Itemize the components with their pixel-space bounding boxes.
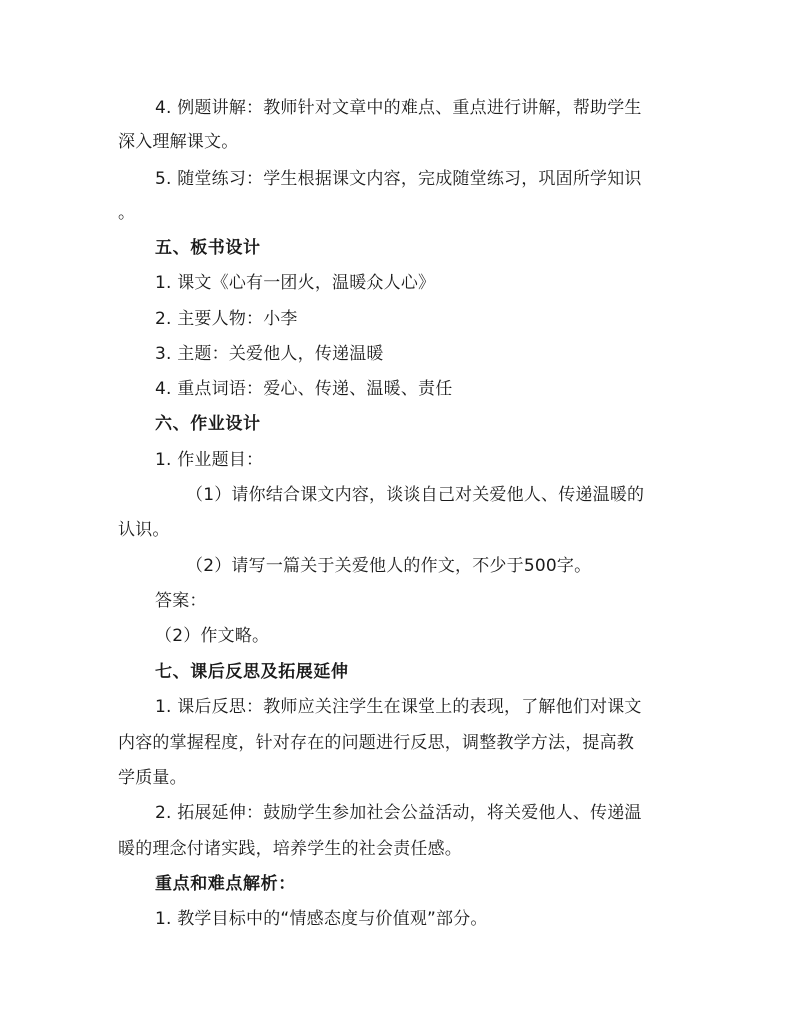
- item-4-line-2: 深入理解课文。: [118, 132, 239, 152]
- analysis-item-1: 1. 教学目标中的“情感态度与价值观”部分。: [155, 909, 488, 929]
- section-7-heading: 七、课后反思及拓展延伸: [155, 662, 349, 682]
- answer-label: 答案：: [155, 591, 207, 611]
- extension-line-2: 暖的理念付诸实践，培养学生的社会责任感。: [118, 839, 462, 859]
- item-4-line-1: 4. 例题讲解：教师针对文章中的难点、重点进行讲解，帮助学生: [155, 98, 642, 118]
- section-6-heading: 六、作业设计: [155, 414, 261, 434]
- analysis-heading: 重点和难点解析：: [155, 874, 296, 894]
- question-1-line-1: （1）请你结合课文内容，谈谈自己对关爱他人、传递温暖的: [186, 485, 645, 505]
- board-item-4: 4. 重点词语：爱心、传递、温暖、责任: [155, 379, 453, 399]
- extension-line-1: 2. 拓展延伸：鼓励学生参加社会公益活动，将关爱他人、传递温: [155, 803, 642, 823]
- item-5-line-2: 。: [118, 203, 136, 223]
- reflection-line-3: 学质量。: [118, 768, 187, 788]
- reflection-line-2: 内容的掌握程度，针对存在的问题进行反思，调整教学方法，提高教: [118, 733, 634, 753]
- board-item-2: 2. 主要人物：小李: [155, 309, 298, 329]
- item-5-line-1: 5. 随堂练习：学生根据课文内容，完成随堂练习，巩固所学知识: [155, 169, 642, 189]
- question-1-line-2: 认识。: [118, 520, 170, 540]
- reflection-line-1: 1. 课后反思：教师应关注学生在课堂上的表现，了解他们对课文: [155, 697, 642, 717]
- board-item-3: 3. 主题：关爱他人，传递温暖: [155, 344, 384, 364]
- homework-item-1: 1. 作业题目：: [155, 450, 264, 470]
- answer-2: （2）作文略。: [155, 626, 270, 646]
- board-item-1: 1. 课文《心有一团火，温暖众人心》: [155, 273, 436, 293]
- question-2: （2）请写一篇关于关爱他人的作文，不少于500字。: [186, 556, 592, 576]
- section-5-heading: 五、板书设计: [155, 238, 261, 258]
